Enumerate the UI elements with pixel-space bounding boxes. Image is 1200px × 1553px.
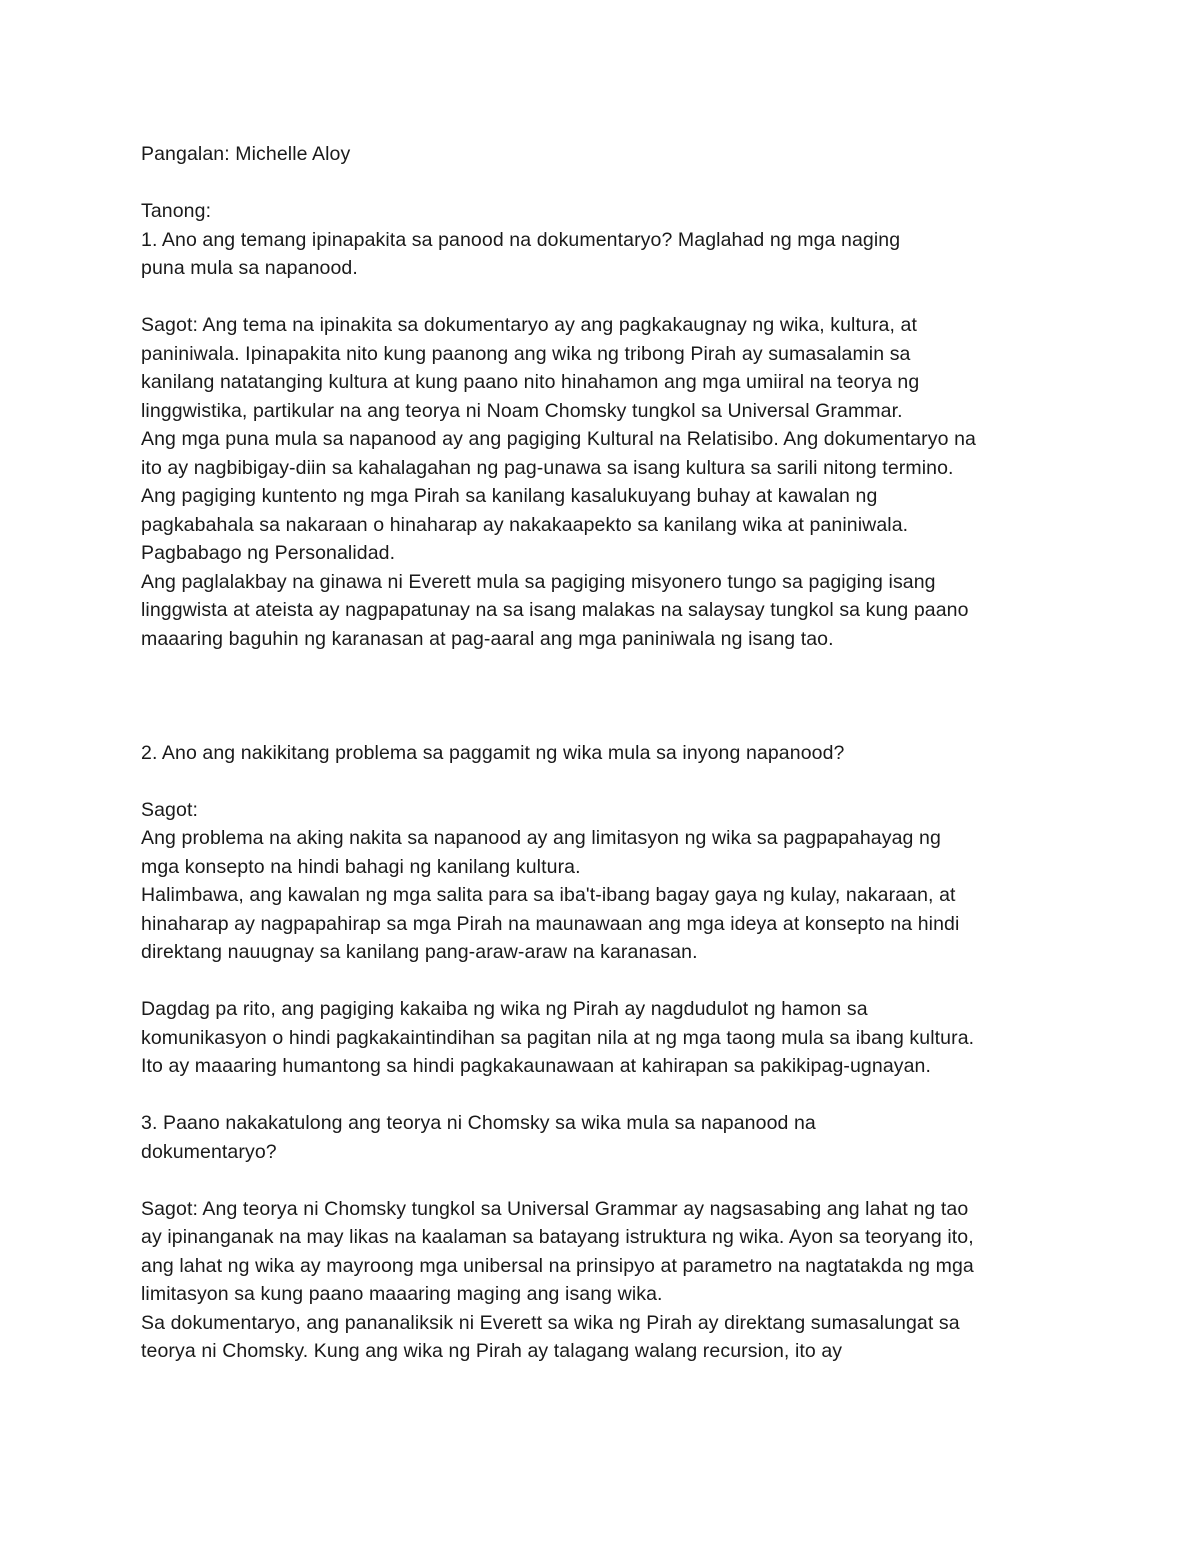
answer-2-label: Sagot: [141, 798, 198, 821]
answer-2-line: komunikasyon o hindi pagkakaintindihan sa pagitan nila at ng mga taong mula sa ibang kultura. [141, 1026, 975, 1049]
answer-2-line: Halimbawa, ang kawalan ng mga salita para sa iba't-ibang bagay gaya ng kulay, nakaraan, at [141, 884, 956, 906]
spacer [141, 1166, 1071, 1195]
answer-1-line: kanilang natatanging kultura at kung paano nito hinahamon ang mga umiiral na teorya ng [141, 371, 920, 393]
answer-3-line: teorya ni Chomsky. Kung ang wika ng Pirah ay talagang walang recursion, ito ay [141, 1340, 843, 1362]
answer-1-line: Sagot: Ang tema na ipinakita sa dokumentaryo ay ang pagkakaugnay ng wika, kultura, at [141, 314, 917, 336]
answer-3 [141, 1195, 1071, 1366]
answer-1-line: maaaring baguhin ng karanasan at pag-aaral ang mga paniniwala ng isang tao. [141, 627, 834, 650]
question-1 [141, 226, 1071, 283]
spacer [141, 1081, 1071, 1110]
answer-1-line: Pagbabago ng Personalidad. [141, 542, 396, 564]
spacer [141, 169, 1071, 198]
answer-2-line: Dagdag pa rito, ang pagiging kakaiba ng wika ng Pirah ay nagdudulot ng hamon sa [141, 998, 868, 1020]
spacer [141, 967, 1071, 996]
answer-3-line: ang lahat ng wika ay mayroong mga unibersal na prinsipyo at parametro na nagtatakda ng mga [141, 1254, 974, 1277]
spacer [141, 653, 1071, 739]
answer-2-line: direktang nauugnay sa kanilang pang-araw-araw na karanasan. [141, 941, 698, 963]
question-1-line: 1. Ano ang temang ipinapakita sa panood na dokumentaryo? Maglahad ng mga naging [141, 228, 901, 251]
answer-1-line: pagkabahala sa nakaraan o hinaharap ay nakakaapekto sa kanilang wika at paniniwala. [141, 513, 909, 536]
answer-2-line: Ang problema na aking nakita sa napanood ay ang limitasyon ng wika sa pagpapahayag ng [141, 827, 941, 849]
answer-1-line: Ang pagiging kuntento ng mga Pirah sa kanilang kasalukuyang buhay at kawalan ng [141, 485, 878, 507]
question-3-line: 3. Paano nakakatulong ang teorya ni Chomsky sa wika mula sa napanood na [141, 1112, 816, 1134]
question-3-line: dokumentaryo? [141, 1140, 277, 1163]
answer-1-line: Ang mga puna mula sa napanood ay ang pagiging Kultural na Relatisibo. Ang dokumentaryo na [141, 428, 976, 450]
answer-1-line: Ang paglalakbay na ginawa ni Everett mula sa pagiging misyonero tungo sa pagiging isang [141, 570, 936, 593]
answer-2-paragraph-1 [141, 824, 1071, 967]
tanong-label: Tanong: [141, 200, 212, 222]
answer-3-line: Sa dokumentaryo, ang pananaliksik ni Everett sa wika ng Pirah ay direktang sumasalungat sa [141, 1311, 960, 1334]
question-3 [141, 1109, 1071, 1166]
answer-3-line: limitasyon sa kung paano maaaring maging ang isang wika. [141, 1283, 663, 1305]
spacer [141, 283, 1071, 312]
answer-1 [141, 311, 1071, 653]
answer-2-paragraph-2 [141, 995, 1071, 1081]
answer-3-line: Sagot: Ang teorya ni Chomsky tungkol sa Universal Grammar ay nagsasabing ang lahat ng tao [141, 1197, 969, 1220]
answer-3-line: ay ipinanganak na may likas na kaalaman sa batayang istruktura ng wika. Ayon sa teoryang ito, [141, 1226, 974, 1248]
document-body [141, 140, 1071, 1366]
question-2: 2. Ano ang nakikitang problema sa paggamit ng wika mula sa inyong napanood? [141, 741, 845, 764]
answer-2-line: hinaharap ay nagpapahirap sa mga Pirah na maunawaan ang mga ideya at konsepto na hindi [141, 912, 960, 935]
answer-2-line: mga konsepto na hindi bahagi ng kanilang kultura. [141, 855, 581, 878]
answer-1-line: linggwista at ateista ay nagpapatunay na sa isang malakas na salaysay tungkol sa kung paano [141, 599, 969, 621]
answer-1-line: paniniwala. Ipinapakita nito kung paanong ang wika ng tribong Pirah ay sumasalamin sa [141, 342, 911, 365]
answer-1-line: linggwistika, partikular na ang teorya ni Noam Chomsky tungkol sa Universal Grammar. [141, 399, 903, 422]
name-line: Pangalan: Michelle Aloy [141, 143, 351, 165]
answer-1-line: ito ay nagbibigay-diin sa kahalagahan ng pag-unawa sa isang kultura sa sarili nitong termino. [141, 456, 954, 479]
spacer [141, 767, 1071, 796]
answer-2-line: Ito ay maaaring humantong sa hindi pagkakaunawaan at kahirapan sa pakikipag-ugnayan. [141, 1055, 932, 1077]
question-1-line: puna mula sa napanood. [141, 257, 358, 279]
